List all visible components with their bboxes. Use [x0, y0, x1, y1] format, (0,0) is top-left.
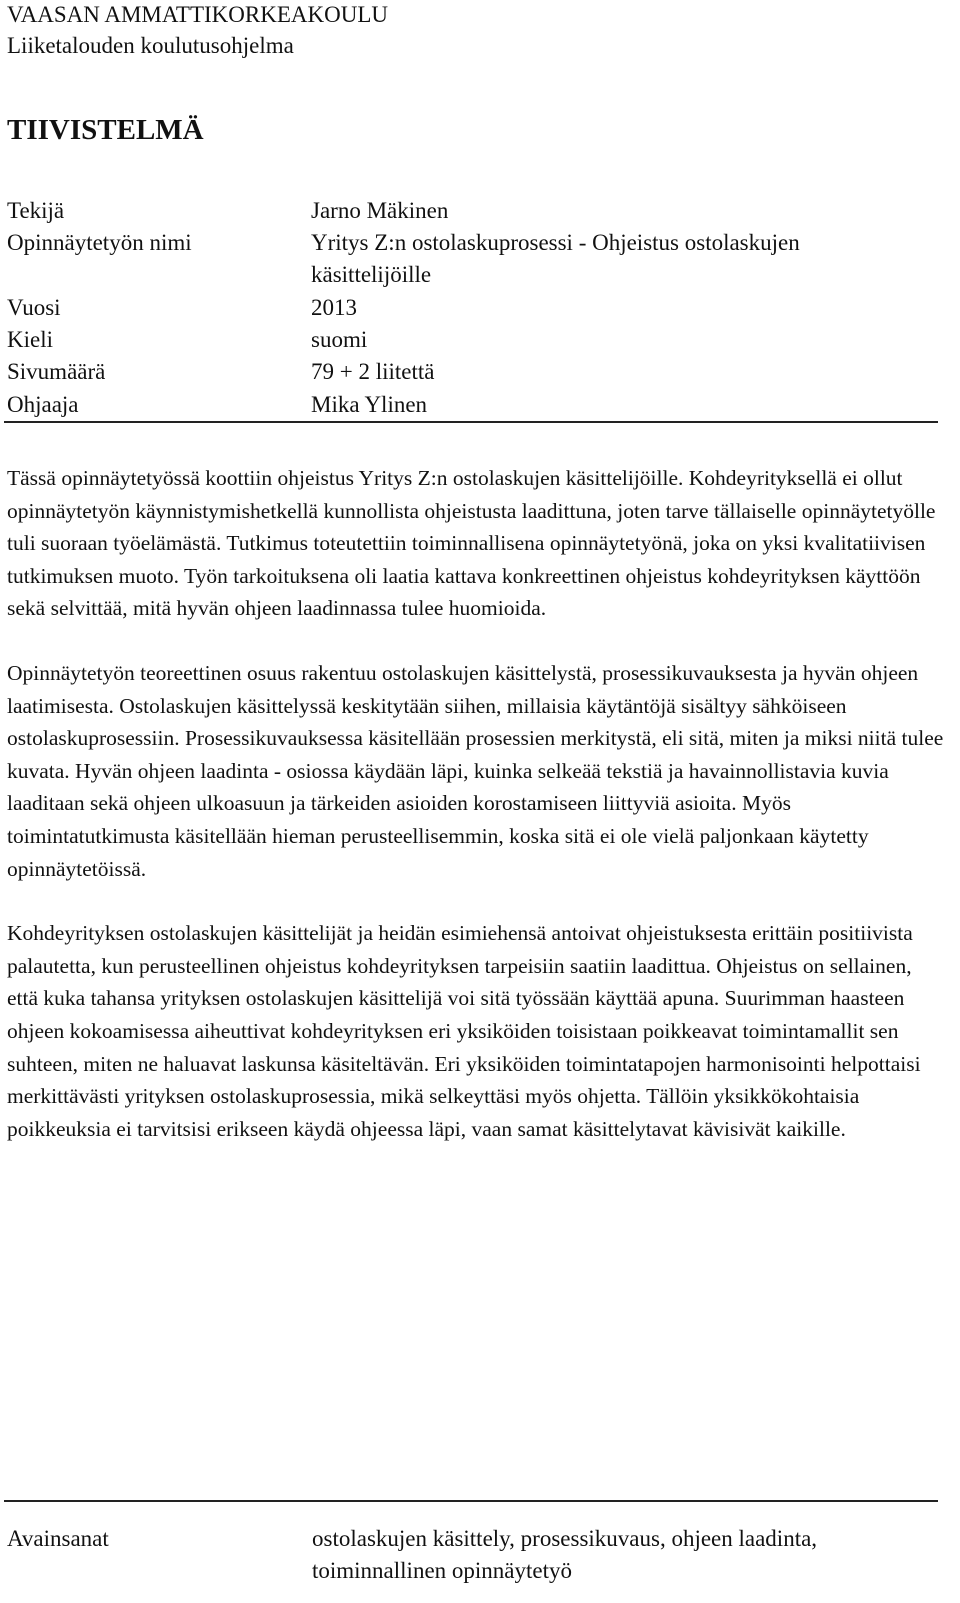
keywords-value: ostolaskujen käsittely, prosessikuvaus, ohjeen laadinta, toiminnallinen opinnäytetyö [312, 1526, 818, 1583]
thesis-title-value-line1: Yritys Z:n ostolaskuprosessi - Ohjeistus ostolaskujen [311, 230, 800, 255]
page-count-label: Sivumäärä [7, 359, 106, 384]
abstract-paragraph-2: Opinnäytetyön teoreettinen osuus rakentuu ostolaskujen käsittelystä, prosessikuvauksesta ja hyvän ohjeen laatimisesta. Ostolaskujen käsittelyssä keskitytään siihen, millaisia käytäntöjä sisältyy sähköiseen ostolaskuprosessiin. Prosessikuvauksessa käsitellään prosessien merkitystä, eli sitä, miten ja miksi niitä tulee kuvata. Hyvän ohjeen laadinta - osiossa käydään läpi, kuinka selkeää tekstiä ja havainnollistavia kuvia laaditaan sekä ohjeen ulkoasuun ja tärkeiden asioiden korostamiseen liittyviä asioita. Myös toimintatutkimusta käsitellään hieman perusteellisemmin, koska sitä ei ole vielä paljonkaan käytetty opinnäytetöissä. [7, 660, 944, 881]
language-value: suomi [311, 327, 368, 352]
supervisor-value: Mika Ylinen [311, 392, 428, 417]
language-label: Kieli [7, 327, 53, 352]
keywords-label: Avainsanat [7, 1526, 109, 1551]
year-value: 2013 [311, 295, 357, 320]
supervisor-label: Ohjaaja [7, 392, 79, 417]
abstract-paragraph-3: Kohdeyrityksen ostolaskujen käsittelijät ja heidän esimiehensä antoivat ohjeistuksesta erittäin positiivista palautetta, kun perusteellinen ohjeistus kohdeyrityksen tarpeisiin saatiin laadittua. Ohjeistus on sellainen, että kuka tahansa yrityksen ostolaskujen käsittelijä voi sitä työssään käyttää apuna. Suurimman haasteen ohjeen kokoamisessa aiheuttivat kohdeyrityksen eri yksiköiden toisistaan poikkeavat toimintamallit sen suhteen, miten ne haluavat laskunsa käsiteltävän. Eri yksiköiden toimintatapojen harmonisointi helpottaisi merkittävästi yrityksen ostolaskuprosessia, mikä selkeyttäsi myös ohjetta. Tällöin yksikkökohtaisia poikkeuksia ei tarvitsisi erikseen käydä ohjeessa läpi, vaan samat käsittelytavat kävisivät kaikille. [7, 921, 921, 1141]
page-count-value: 79 + 2 liitettä [311, 359, 435, 384]
abstract-paragraph-1: Tässä opinnäytetyössä koottiin ohjeistus Yritys Z:n ostolaskujen käsittelijöille. Kohdeyrityksellä ei ollut opinnäytetyön käynnistymishetkellä kunnollista ohjeistusta laadittuna, joten tarve tällaiselle opinnäytetyölle tuli suoraan työelämästä. Tutkimus toteutettiin toiminnallisena opinnäytetyönä, joka on yksi kvalitatiivisen tutkimuksen muoto. Työn tarkoituksena oli laatia kattava konkreettinen ohjeistus kohdeyrityksen käyttöön sekä selvittää, mitä hyvän ohjeen laadinnassa tulee huomioida. [7, 466, 936, 621]
author-value: Jarno Mäkinen [311, 198, 449, 223]
author-label: Tekijä [7, 198, 65, 223]
year-label: Vuosi [7, 295, 61, 320]
institution-name: VAASAN AMMATTIKORKEAKOULU [7, 2, 389, 27]
abstract-body [7, 462, 945, 1177]
thesis-title-value-line2: käsittelijöille [311, 262, 432, 287]
thesis-title-label: Opinnäytetyön nimi [7, 230, 192, 255]
metadata-divider [4, 421, 938, 423]
page-title: TIIVISTELMÄ [7, 114, 204, 146]
programme-name: Liiketalouden koulutusohjelma [7, 33, 294, 58]
keywords-divider [4, 1500, 938, 1502]
